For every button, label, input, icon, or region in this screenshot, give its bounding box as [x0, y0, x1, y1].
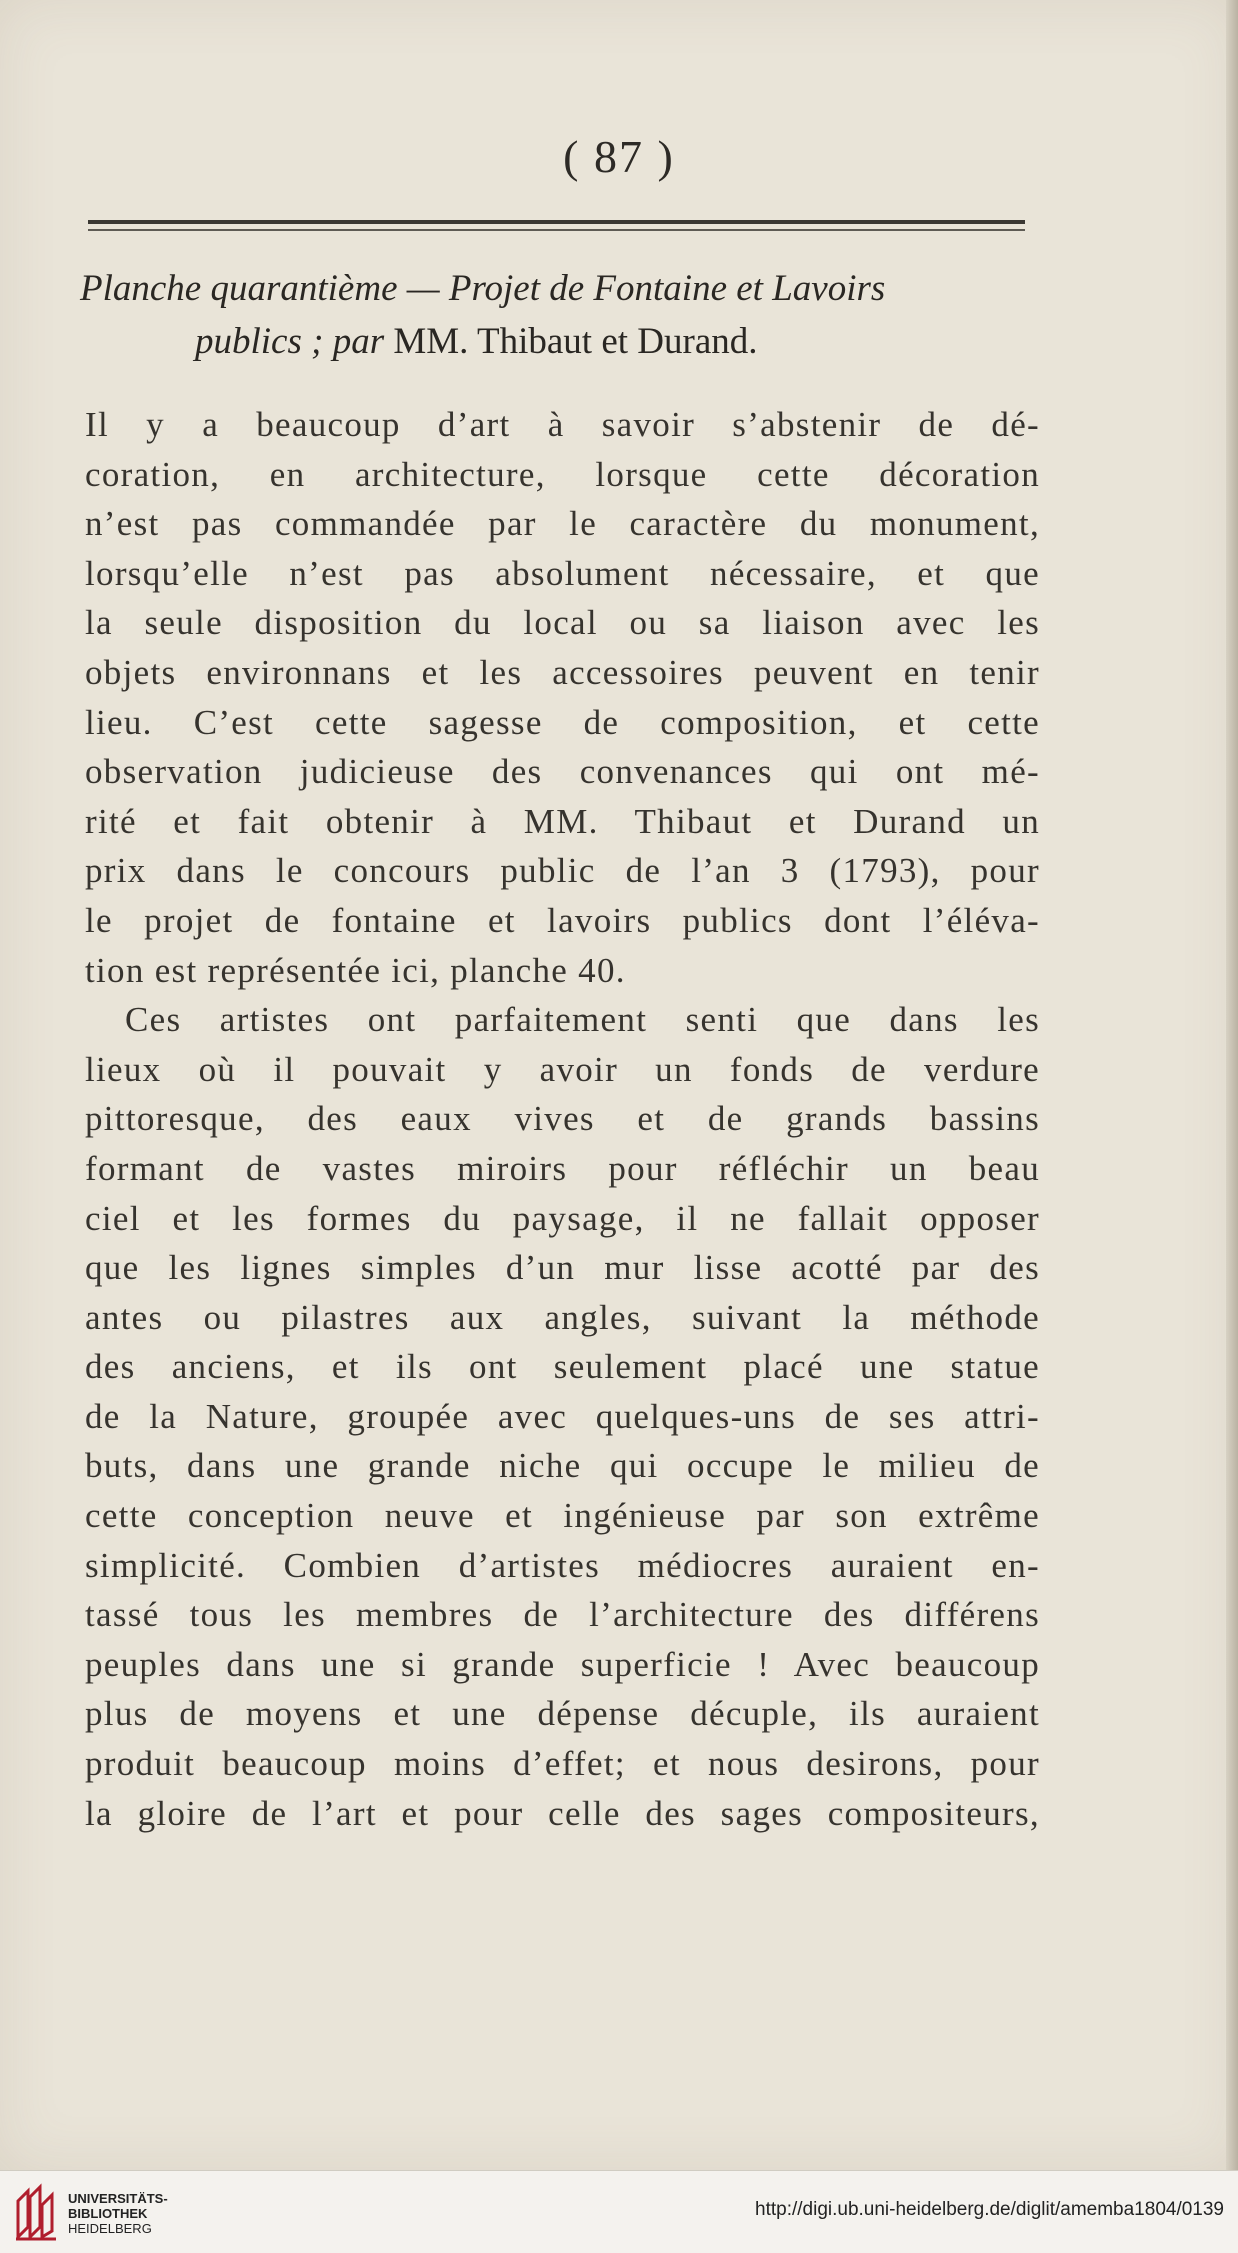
text-line: la seule disposition du local ou sa liaison avec les [85, 603, 1040, 643]
library-name-line: HEIDELBERG [68, 2221, 152, 2236]
heading-authors: MM. Thibaut et Durand. [384, 321, 758, 362]
library-name [68, 2191, 168, 2236]
text-line: rité et fait obtenir à MM. Thibaut et Durand un [85, 801, 1040, 841]
permalink[interactable]: http://digi.ub.uni-heidelberg.de/diglit/amemba1804/0139 [755, 2199, 1224, 2220]
text-line: le projet de fontaine et lavoirs publics dont l’éléva- [85, 900, 1040, 940]
text-line: coration, en architecture, lorsque cette décoration [85, 454, 1040, 494]
library-name-line: UNIVERSITÄTS- [68, 2191, 168, 2206]
text-line: cette conception neuve et ingénieuse par son extrême [85, 1496, 1040, 1536]
heading-title: Planche quarantième — Projet de Fontaine et Lavoirs [80, 268, 886, 309]
page-number: ( 87 ) [563, 131, 675, 182]
text-line: lieu. C’est cette sagesse de composition, et cette [85, 702, 1040, 742]
text-line: simplicité. Combien d’artistes médiocres auraient en- [85, 1545, 1040, 1585]
section-heading [80, 262, 1045, 368]
text-line: pittoresque, des eaux vives et de grands bassins [85, 1099, 1040, 1139]
text-line: peuples dans une si grande superficie ! Avec beaucoup [85, 1644, 1040, 1684]
text-line: lorsqu’elle n’est pas absolument nécessaire, et que [85, 553, 1040, 593]
library-name-line: BIBLIOTHEK [68, 2206, 148, 2221]
text-line: lieux où il pouvait y avoir un fonds de verdure [85, 1049, 1040, 1089]
text-line: tion est représentée ici, planche 40. [85, 950, 626, 990]
page-edge [1226, 0, 1238, 2170]
header-rule [88, 220, 1025, 224]
header-rule-thin [88, 229, 1025, 231]
text-line: antes ou pilastres aux angles, suivant la méthode [85, 1297, 1040, 1337]
text-line: la gloire de l’art et pour celle des sages compositeurs, [85, 1793, 1040, 1833]
text-line: buts, dans une grande niche qui occupe le milieu de [85, 1446, 1040, 1486]
text-line: formant de vastes miroirs pour réfléchir un beau [85, 1148, 1040, 1188]
body-text [85, 400, 1040, 1838]
text-line: plus de moyens et une dépense décuple, ils auraient [85, 1694, 1040, 1734]
text-line: observation judicieuse des convenances qui ont mé- [85, 752, 1040, 792]
text-line: prix dans le concours public de l’an 3 (1793), pour [85, 851, 1040, 891]
text-line: produit beaucoup moins d’effet; et nous desirons, pour [85, 1744, 1040, 1784]
heading-byline-prefix: publics ; par [195, 321, 385, 362]
text-line: ciel et les formes du paysage, il ne fallait opposer [85, 1198, 1040, 1238]
library-logo-icon [14, 2183, 60, 2241]
text-line: Ces artistes ont parfaitement senti que dans les [125, 1000, 1040, 1040]
text-line: des anciens, et ils ont seulement placé une statue [85, 1347, 1040, 1387]
text-line: que les lignes simples d’un mur lisse acotté par des [85, 1248, 1040, 1288]
text-line: n’est pas commandée par le caractère du monument, [85, 504, 1040, 544]
text-line: tassé tous les membres de l’architecture des différens [85, 1595, 1040, 1635]
text-line: objets environnans et les accessoires peuvent en tenir [85, 652, 1040, 692]
text-line: de la Nature, groupée avec quelques-uns de ses attri- [85, 1396, 1040, 1436]
viewer-footer [0, 2170, 1238, 2253]
text-line: Il y a beaucoup d’art à savoir s’abstenir de dé- [85, 405, 1040, 444]
